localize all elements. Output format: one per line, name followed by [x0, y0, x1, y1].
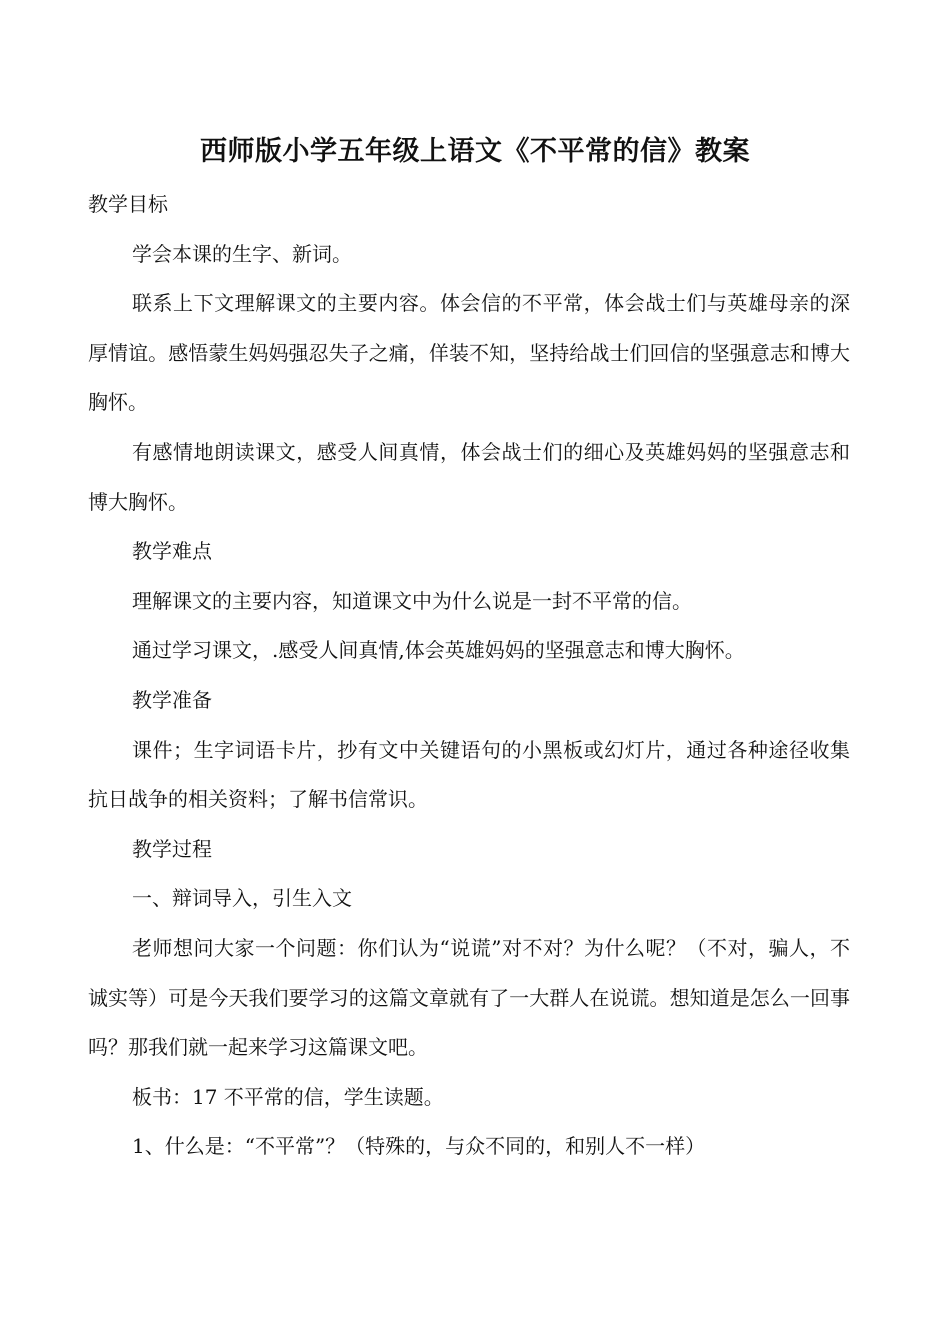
paragraph-section-heading: 一、辩词导入，引生入文 — [132, 886, 352, 911]
paragraph: 1、什么是：“不平常”？（特殊的，与众不同的，和别人不一样） — [132, 1134, 706, 1159]
paragraph-heading-objectives: 教学目标 — [88, 192, 168, 216]
paragraph: 联系上下文理解课文的主要内容。体会信的不平常，体会战士们与英雄母亲的深厚情谊。感悟蒙生妈妈强忍失子之痛，佯装不知，坚持给战士们回信的坚强意志和博大胸怀。 — [88, 291, 850, 415]
paragraph-heading-difficulties: 教学难点 — [132, 539, 212, 564]
paragraph: 板书：17 不平常的信，学生读题。 — [132, 1084, 444, 1109]
document-title: 西师版小学五年级上语文《不平常的信》教案 — [200, 136, 750, 167]
paragraph: 老师想问大家一个问题：你们认为“说谎”对不对？为什么呢？（不对，骗人，不诚实等）可是今天我们要学习的这篇文章就有了一大群人在说谎。想知道是怎么一回事吗？那我们就一起来学习这篇课文吧。 — [88, 935, 850, 1060]
paragraph: 学会本课的生字、新词。 — [132, 241, 352, 266]
paragraph: 课件；生字词语卡片，抄有文中关键语句的小黑板或幻灯片，通过各种途径收集抗日战争的相关资料；了解书信常识。 — [88, 737, 850, 812]
paragraph: 有感情地朗读课文，感受人间真情，体会战士们的细心及英雄妈妈的坚强意志和博大胸怀。 — [88, 439, 850, 514]
paragraph: 通过学习课文，.感受人间真情,体会英雄妈妈的坚强意志和博大胸怀。 — [132, 638, 745, 663]
paragraph-heading-process: 教学过程 — [132, 836, 212, 861]
paragraph: 理解课文的主要内容，知道课文中为什么说是一封不平常的信。 — [132, 588, 692, 613]
paragraph-heading-preparation: 教学准备 — [132, 687, 212, 712]
document-body — [88, 180, 850, 1172]
